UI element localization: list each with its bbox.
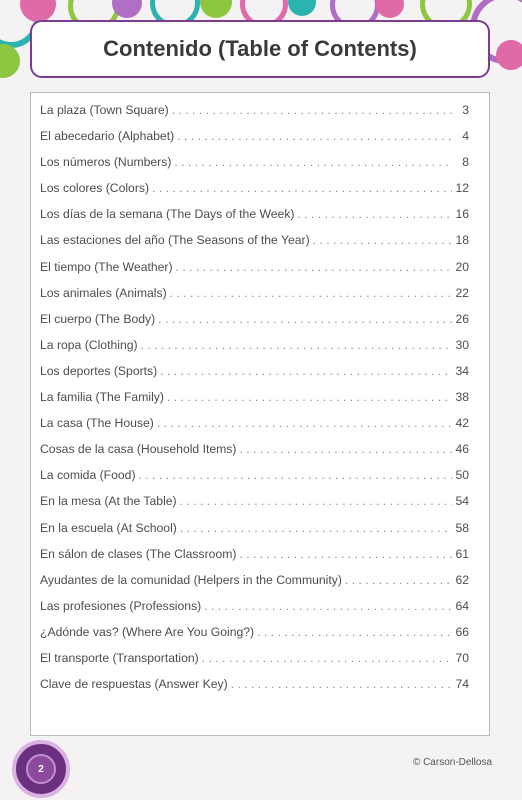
- toc-entry-page: 22: [455, 285, 469, 300]
- toc-entry-page: 54: [455, 494, 469, 509]
- toc-entry: [40, 645, 469, 671]
- dot-leader: [141, 332, 452, 358]
- toc-entry: [40, 619, 469, 645]
- toc-entry-label: Los días de la semana (The Days of the Week): [40, 207, 295, 222]
- toc-entry: [40, 436, 469, 462]
- decorative-circle: [376, 0, 404, 18]
- toc-entry-label: La comida (Food): [40, 468, 136, 483]
- page-number: 2: [26, 754, 56, 784]
- title-banner: [30, 20, 490, 78]
- decorative-circle: [0, 44, 20, 78]
- dot-leader: [231, 671, 452, 697]
- toc-entry-label: Los colores (Colors): [40, 181, 150, 196]
- table-of-contents: [30, 92, 490, 736]
- dot-leader: [157, 410, 452, 436]
- toc-entry-page: 42: [455, 416, 469, 431]
- toc-entry-label: En la escuela (At School): [40, 520, 177, 535]
- toc-entry-label: La plaza (Town Square): [40, 103, 169, 117]
- dot-leader: [313, 227, 452, 253]
- toc-entry: [40, 201, 469, 227]
- dot-leader: [152, 175, 452, 201]
- toc-entry: [40, 462, 469, 488]
- toc-entry: [40, 97, 469, 123]
- dot-leader: [139, 462, 452, 488]
- toc-entry-page: 46: [455, 442, 469, 457]
- toc-entry-label: Ayudantes de la comunidad (Helpers in the Community): [40, 572, 342, 587]
- decorative-circle: [288, 0, 316, 16]
- toc-entry: [40, 567, 469, 593]
- copyright-notice: © Carson-Dellosa: [412, 757, 492, 768]
- toc-entry-page: 38: [455, 390, 469, 405]
- toc-entry-page: 34: [455, 363, 469, 378]
- toc-entry-label: Los animales (Animals): [40, 285, 167, 300]
- toc-entry: [40, 541, 469, 567]
- toc-entry-label: El tiempo (The Weather): [40, 259, 173, 274]
- dot-leader: [170, 280, 452, 306]
- toc-entry-page: 62: [455, 572, 469, 587]
- toc-entry-page: 20: [455, 259, 469, 274]
- dot-leader: [239, 541, 452, 567]
- dot-leader: [180, 515, 452, 541]
- toc-entry-page: 30: [455, 337, 469, 352]
- toc-entry-page: 26: [455, 311, 469, 326]
- toc-entry: [40, 671, 469, 697]
- toc-entry-label: Los deportes (Sports): [40, 363, 158, 378]
- dot-leader: [239, 436, 452, 462]
- dot-leader: [257, 619, 452, 645]
- dot-leader: [174, 149, 452, 175]
- toc-entry-page: 4: [462, 129, 469, 144]
- dot-leader: [172, 97, 452, 123]
- toc-entry: [40, 515, 469, 541]
- toc-entry: [40, 227, 469, 253]
- dot-leader: [180, 488, 452, 514]
- page-title: Contenido (Table of Contents): [103, 36, 417, 61]
- toc-entry: [40, 306, 469, 332]
- toc-entry-label: ¿Adónde vas? (Where Are You Going?): [40, 624, 255, 639]
- dot-leader: [298, 201, 453, 227]
- toc-entry-page: 16: [455, 207, 469, 222]
- toc-entry: [40, 123, 469, 149]
- toc-entry-page: 64: [455, 598, 469, 613]
- toc-entry: [40, 488, 469, 514]
- toc-entry-label: La familia (The Family): [40, 390, 164, 405]
- toc-entry-page: 8: [462, 155, 469, 170]
- toc-list: [40, 97, 469, 697]
- toc-entry: [40, 254, 469, 280]
- toc-entry-page: 58: [455, 520, 469, 535]
- decorative-circle: [496, 40, 522, 70]
- toc-entry-label: Los números (Numbers): [40, 155, 172, 170]
- toc-entry-page: 61: [455, 546, 469, 561]
- toc-entry-page: 12: [455, 181, 469, 196]
- toc-entry-label: El abecedario (Alphabet): [40, 129, 175, 144]
- toc-entry-label: El cuerpo (The Body): [40, 311, 156, 326]
- toc-entry-label: Cosas de la casa (Household Items): [40, 442, 237, 457]
- toc-entry-page: 66: [455, 624, 469, 639]
- toc-entry-label: La casa (The House): [40, 416, 154, 431]
- toc-entry-page: 70: [455, 650, 469, 665]
- toc-entry: [40, 280, 469, 306]
- toc-entry-page: 74: [455, 677, 469, 692]
- toc-entry-label: En la mesa (At the Table): [40, 494, 177, 509]
- toc-entry-label: En sálon de clases (The Classroom): [40, 546, 237, 561]
- dot-leader: [345, 567, 452, 593]
- decorative-circle: [200, 0, 232, 18]
- toc-entry: [40, 593, 469, 619]
- toc-entry: [40, 149, 469, 175]
- dot-leader: [176, 254, 452, 280]
- toc-entry-page: 50: [455, 468, 469, 483]
- toc-entry-label: El transporte (Transportation): [40, 650, 199, 665]
- toc-entry-page: 18: [455, 233, 469, 248]
- toc-entry: [40, 384, 469, 410]
- dot-leader: [204, 593, 452, 619]
- dot-leader: [167, 384, 452, 410]
- toc-entry: [40, 358, 469, 384]
- dot-leader: [177, 123, 452, 149]
- dot-leader: [202, 645, 452, 671]
- dot-leader: [158, 306, 452, 332]
- dot-leader: [160, 358, 452, 384]
- toc-entry: [40, 175, 469, 201]
- toc-entry: [40, 332, 469, 358]
- toc-entry: [40, 410, 469, 436]
- page-number-badge: [12, 740, 70, 798]
- toc-entry-label: Las estaciones del año (The Seasons of the Year): [40, 233, 310, 248]
- toc-entry-page: 3: [462, 103, 469, 117]
- toc-entry-label: La ropa (Clothing): [40, 337, 138, 352]
- toc-entry-label: Clave de respuestas (Answer Key): [40, 677, 228, 692]
- toc-entry-label: Las profesiones (Professions): [40, 598, 202, 613]
